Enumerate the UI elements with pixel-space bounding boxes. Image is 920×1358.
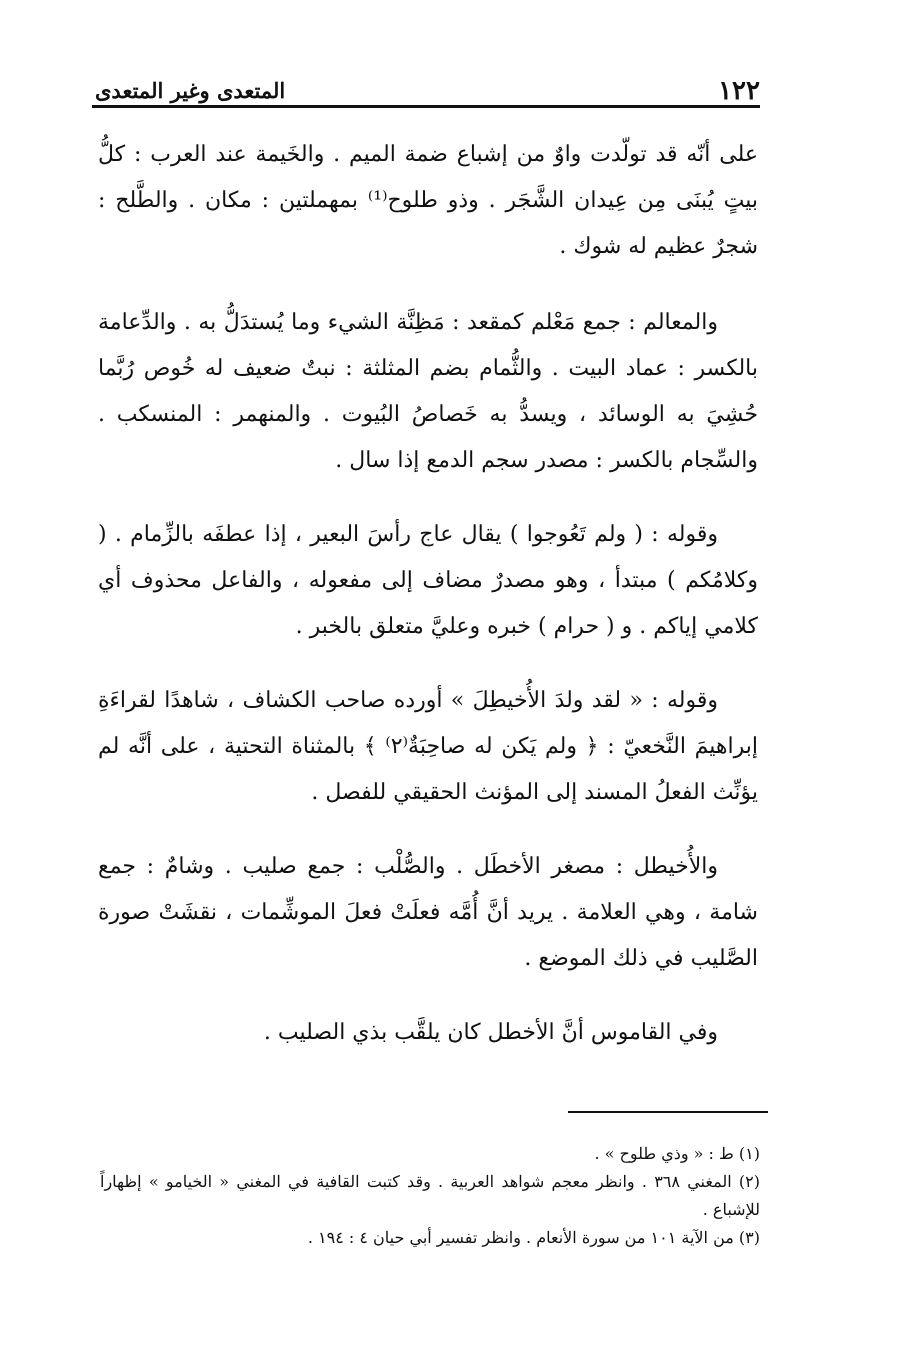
- page-number: ١٢٢: [718, 76, 760, 106]
- paragraph-1: على أنّه قد تولّدت واوٌ من إشباع ضمة الميم . والخَيمة عند العرب : كلُّ بيتٍ يُبنَى مِن عِيدان الشَّجَر . وذو طلوح⁽¹⁾ بمهملتين : مكان . والطَّلح : شجرٌ عظيم له شوك .: [98, 142, 759, 259]
- footnote-2: (٢) المغني ٣٦٨ . وانظر معجم شواهد العربية . وقد كتبت القافية في المغني « الخيامو » إظهاراً للإشباع .: [100, 1172, 761, 1219]
- paragraph-2: والمعالم : جمع مَعْلم كمقعد : مَظِنَّة الشيء وما يُستدَلُّ به . والدِّعامة بالكسر : عماد البيت . والثُّمام بضم المثلثة : نبتٌ ضعيف له خُوص رُبَّما حُشِيَ به الوسائد ، ويسدُّ به خَصاصُ البُيوت . والمنهمر : المنسكب . والسِّجام بالكسر : مصدر سجم الدمع إذا سال .: [98, 310, 758, 473]
- running-title: المتعدى وغير المتعدى: [95, 78, 286, 103]
- body-text: [98, 132, 758, 1056]
- paragraph-5: والأُخيطل : مصغر الأخطَل . والصُّلْب : جمع صليب . وشامٌ : جمع شامة ، وهي العلامة . يريد أنَّ أُمَّه فعلَتْ فعلَ الموشِّمات ، نقشَتْ صورة الصَّليب في ذلك الموضع .: [98, 854, 758, 971]
- header-rule: [92, 105, 760, 108]
- paragraph-6: وفي القاموس أنَّ الأخطل كان يلقَّب بذي الصليب .: [263, 1020, 718, 1045]
- paragraph-4: وقوله : « لقد ولدَ الأُخيطِلَ » أورده صاحب الكشاف ، شاهدًا لقراءَةِ إبراهيمَ النَّخعيّ : ﴿ ولم يَكن له صاحِبَةٌ⁽٢⁾ ﴾ بالمثناة التحتية ، على أنَّه لم يؤنِّث الفعلُ المسند إلى المؤنث الحقيقي للفصل .: [98, 688, 758, 805]
- running-head: [95, 66, 760, 106]
- paragraph-3: وقوله : ( ولم تَعُوجوا ) يقال عاج رأسَ البعير ، إذا عطفَه بالزِّمام . ( وكلامُكم ) مبتدأ ، وهو مصدرٌ مضاف إلى مفعوله ، والفاعل محذوف أي كلامي إياكم . و ( حرام ) خبره وعليَّ متعلق بالخبر .: [98, 522, 758, 639]
- footnote-1: (١) ط : « وذي طلوح » .: [594, 1144, 760, 1163]
- footnote-rule: [568, 1111, 768, 1113]
- footnotes: [100, 1140, 760, 1252]
- footnote-3: (٣) من الآية ١٠١ من سورة الأنعام . وانظر تفسير أبي حيان ٤ : ١٩٤ .: [307, 1228, 760, 1247]
